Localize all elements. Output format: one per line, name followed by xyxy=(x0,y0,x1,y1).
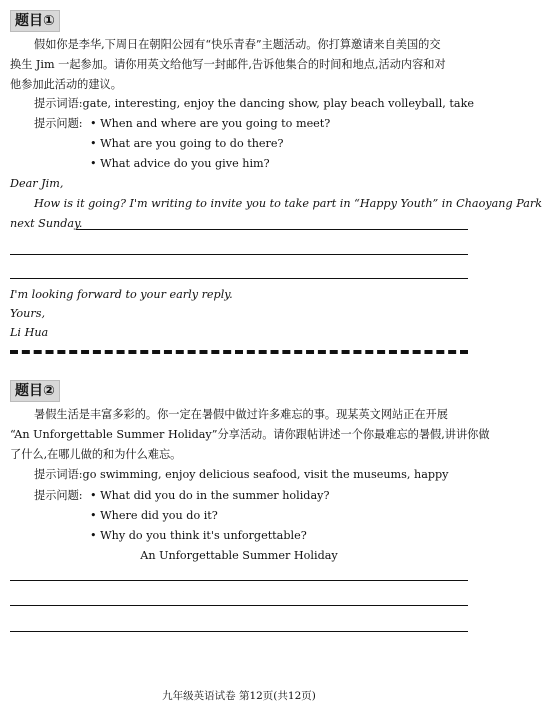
answer-line[interactable] xyxy=(10,254,468,255)
hint-questions-label: 提示问题: xyxy=(34,489,83,502)
question-item: • What did you do in the summer holiday? xyxy=(90,489,330,502)
letter-signature: Li Hua xyxy=(10,326,49,339)
question-item: • What are you going to do there? xyxy=(90,137,284,150)
question-item: • What advice do you give him? xyxy=(90,157,270,170)
section2-hint-words xyxy=(34,468,449,482)
section-divider xyxy=(10,350,468,354)
letter-greeting: Dear Jim, xyxy=(10,177,64,190)
section1-title: 题目① xyxy=(10,10,60,32)
section2-para-line1: 暑假生活是丰富多彩的。你一定在暑假中做过许多难忘的事。现某英文网站正在开展 xyxy=(34,408,448,421)
section2-title: 题目② xyxy=(10,380,60,402)
section1-hint-words xyxy=(34,97,474,111)
hint-words-text: go swimming, enjoy delicious seafood, visit the museums, happy xyxy=(82,468,449,481)
answer-line[interactable] xyxy=(10,278,468,279)
answer-line[interactable] xyxy=(10,580,468,581)
letter-closing: I'm looking forward to your early reply. xyxy=(10,288,233,301)
section2-para-line3: 了什么,在哪儿做的和为什么难忘。 xyxy=(10,448,182,461)
hint-words-text: gate, interesting, enjoy the dancing show, play beach volleyball, take xyxy=(82,97,474,110)
hint-questions-label: 提示问题: xyxy=(34,117,83,130)
hint-words-label: 提示词语: xyxy=(34,97,83,110)
letter-start-2: next Sunday. xyxy=(10,217,83,230)
section1-para-line2: 换生 Jim 一起参加。请你用英文给他写一封邮件,告诉他集合的时间和地点,活动内容和对 xyxy=(10,58,446,71)
letter-start: How is it going? I'm writing to invite you to take part in “Happy Youth” in Chaoyang Park xyxy=(34,197,542,210)
section1-para-line3: 他参加此活动的建议。 xyxy=(10,78,122,91)
hint-words-label: 提示词语: xyxy=(34,468,83,481)
answer-line[interactable] xyxy=(76,229,468,230)
answer-line[interactable] xyxy=(10,605,468,606)
section1-para-line1: 假如你是李华,下周日在朝阳公园有“快乐青春”主题活动。你打算邀请来自美国的交 xyxy=(34,38,441,51)
essay-title: An Unforgettable Summer Holiday xyxy=(140,549,338,562)
answer-line[interactable] xyxy=(10,631,468,632)
question-item: • When and where are you going to meet? xyxy=(90,117,331,130)
question-item: • Why do you think it's unforgettable? xyxy=(90,529,307,542)
section2-para-line2: “An Unforgettable Summer Holiday”分享活动。请你跟帖讲述一个你最难忘的暑假,讲讲你做 xyxy=(10,428,490,441)
page-footer: 九年级英语试卷 第12页(共12页) xyxy=(162,690,316,702)
question-item: • Where did you do it? xyxy=(90,509,218,522)
letter-yours: Yours, xyxy=(10,307,45,320)
